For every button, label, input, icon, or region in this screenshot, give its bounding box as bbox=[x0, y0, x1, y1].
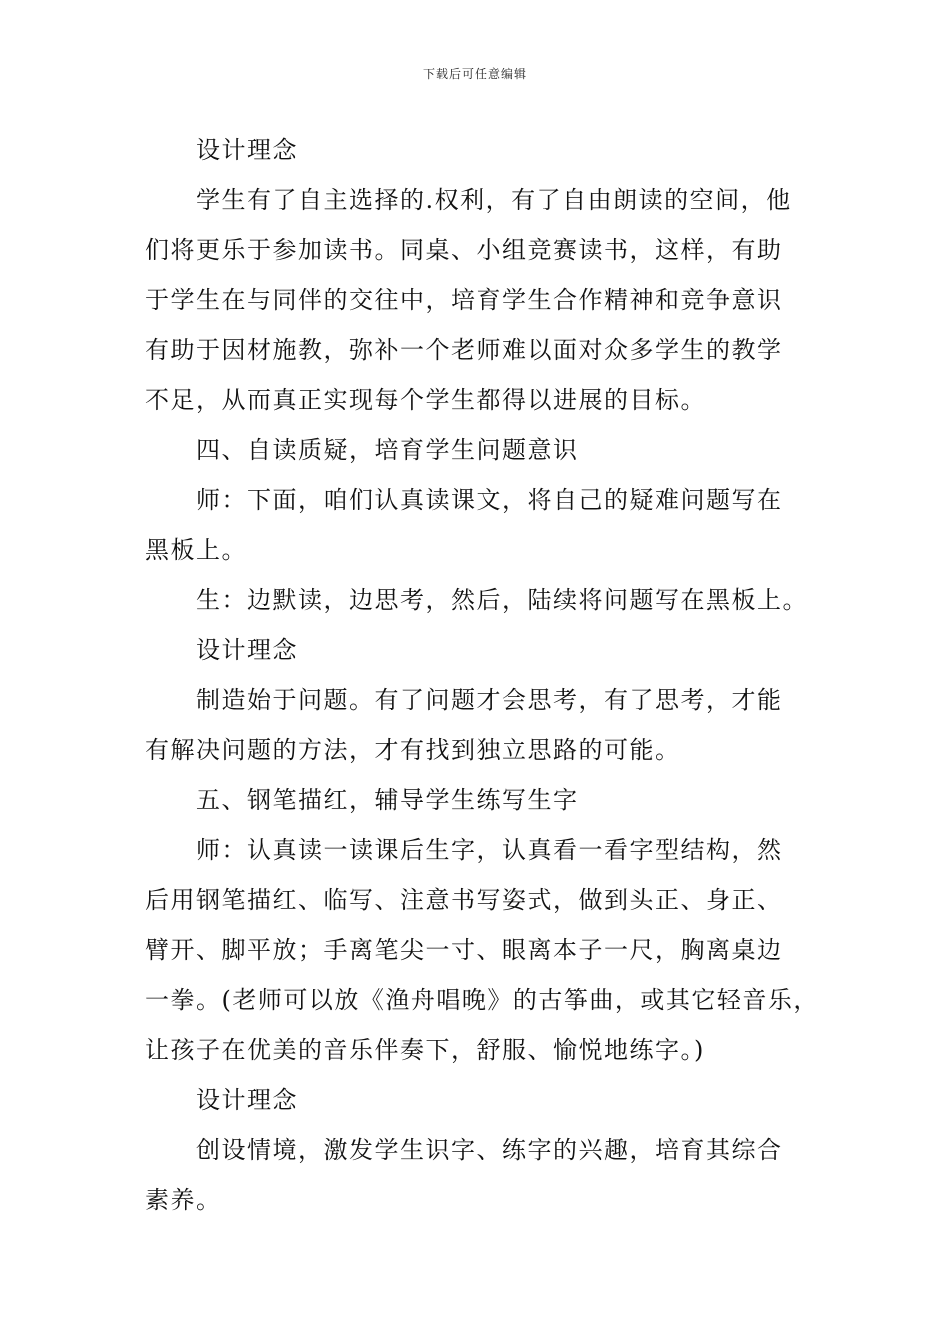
paragraph-line: 后用钢笔描红、临写、注意书写姿式，做到头正、身正、 bbox=[145, 886, 783, 914]
section-heading-step-five: 五、钢笔描红，辅导学生练写生字 bbox=[196, 786, 579, 814]
paragraph-line: 制造始于问题。有了问题才会思考，有了思考，才能 bbox=[196, 686, 783, 714]
paragraph-line: 臂开、脚平放；手离笔尖一寸、眼离本子一尺，胸离桌边 bbox=[145, 936, 783, 964]
paragraph-line: 让孩子在优美的音乐伴奏下，舒服、愉悦地练字。) bbox=[145, 1036, 705, 1064]
paragraph-line: 们将更乐于参加读书。同桌、小组竞赛读书，这样，有助 bbox=[145, 236, 783, 264]
paragraph-line: 素养。 bbox=[145, 1186, 222, 1214]
paragraph-line: 师：下面，咱们认真读课文，将自己的疑难问题写在 bbox=[196, 486, 783, 514]
paragraph-line: 有助于因材施教，弥补一个老师难以面对众多学生的教学 bbox=[145, 336, 783, 364]
section-heading-step-four: 四、自读质疑，培育学生问题意识 bbox=[196, 436, 579, 464]
paragraph-line: 于学生在与同伴的交往中，培育学生合作精神和竞争意识 bbox=[145, 286, 783, 314]
paragraph-line: 不足，从而真正实现每个学生都得以进展的目标。 bbox=[145, 386, 706, 414]
paragraph-line: 黑板上。 bbox=[145, 536, 247, 564]
document-body bbox=[145, 125, 825, 1225]
paragraph-line: 学生有了自主选择的.权利，有了自由朗读的空间，他 bbox=[196, 186, 792, 214]
section-heading-design-concept: 设计理念 bbox=[196, 636, 298, 664]
page-header: 下载后可任意编辑 bbox=[422, 67, 527, 81]
paragraph-line: 师：认真读一读课后生字，认真看一看字型结构，然 bbox=[196, 836, 783, 864]
paragraph-line: 创设情境，激发学生识字、练字的兴趣，培育其综合 bbox=[196, 1136, 783, 1164]
paragraph-line: 一拳。(老师可以放《渔舟唱晚》的古筝曲，或其它轻音乐， bbox=[145, 986, 819, 1014]
paragraph-line: 有解决问题的方法，才有找到独立思路的可能。 bbox=[145, 736, 681, 764]
section-heading-design-concept: 设计理念 bbox=[196, 1086, 298, 1114]
paragraph-line: 生：边默读，边思考，然后，陆续将问题写在黑板上。 bbox=[196, 586, 808, 614]
section-heading-design-concept: 设计理念 bbox=[196, 136, 298, 164]
